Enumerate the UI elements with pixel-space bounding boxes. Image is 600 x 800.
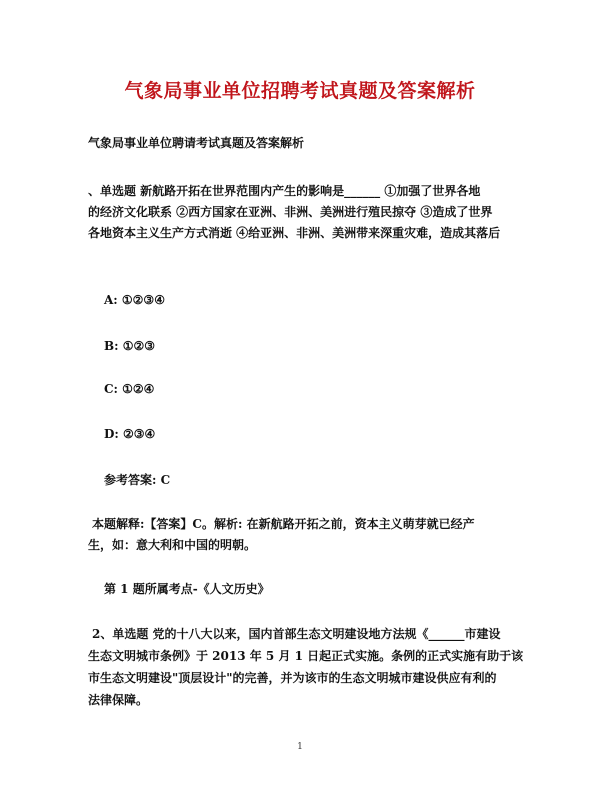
page-number: 1 [297, 742, 303, 752]
q1-option-b: B: ①②③ [104, 339, 156, 353]
q1-option-d: D: ②③④ [104, 427, 156, 441]
document-title: 气象局事业单位招聘考试真题及答案解析 [124, 80, 476, 102]
q2-text-line-1: 2、单选题 党的十八大以来，国内首部生态文明建设地方法规《______市建设 [92, 627, 501, 641]
q1-explanation-line-1: 本题解释:【答案】C。解析: 在新航路开拓之前，资本主义萌芽就已经产 [92, 517, 475, 531]
q1-text-line-2: 的经济文化联系 ②西方国家在亚洲、非洲、美洲进行殖民掠夺 ③造成了世界 [88, 205, 493, 219]
q1-text-line-1: 、单选题 新航路开拓在世界范围内产生的影响是______ ①加强了世界各地 [88, 184, 481, 198]
q1-answer: 参考答案: C [104, 473, 171, 487]
q1-topic: 第 1 题所属考点-《人文历史》 [104, 582, 270, 596]
q2-text-line-4: 法律保障。 [88, 693, 149, 707]
q2-text-line-2: 生态文明城市条例》于 2013 年 5 月 1 日起正式实施。条例的正式实施有助于该 [88, 649, 524, 663]
document-subtitle: 气象局事业单位聘请考试真题及答案解析 [88, 136, 305, 150]
q1-text-line-3: 各地资本主义生产方式消逝 ④给亚洲、非洲、美洲带来深重灾难，造成其落后 [88, 226, 501, 240]
q2-text-line-3: 市生态文明建设"顶层设计"的完善，并为该市的生态文明城市建设供应有利的 [88, 671, 497, 685]
q1-explanation-line-2: 生，如：意大利和中国的明朝。 [88, 538, 257, 552]
q1-option-c: C: ①②④ [104, 382, 155, 396]
q1-option-a: A: ①②③④ [104, 293, 165, 307]
